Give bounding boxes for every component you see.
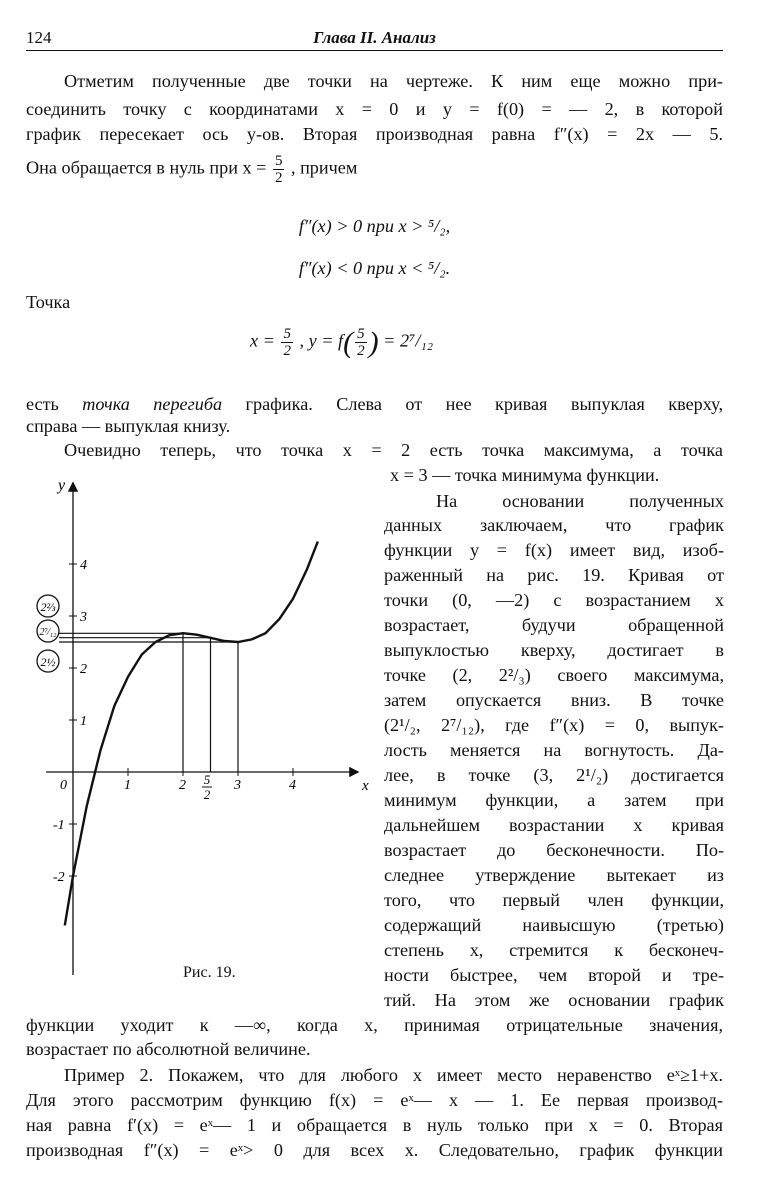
- text-line: справа — выпуклая книзу.: [26, 416, 231, 436]
- y-tick-label: 2: [80, 662, 87, 677]
- page-header: [26, 26, 723, 50]
- text-segment: , причем: [290, 157, 358, 178]
- y-axis-label: y: [58, 477, 66, 494]
- text-line: того, что первый член функции,: [384, 890, 724, 910]
- text-line: На основании полученных: [436, 491, 724, 511]
- chapter-title: Глава II. Анализ: [313, 28, 436, 47]
- text-line: Для этого рассмотрим функцию f(x) = eˣ— x — 1. Ее первая производ-: [26, 1090, 723, 1110]
- frac-tick-label: [202, 772, 212, 802]
- text-line: график пересекает ось y-ов. Вторая производная равна f″(x) = 2x — 5.: [26, 124, 723, 144]
- formula-inflection: [250, 326, 433, 359]
- text-line: лость меняется на вогнутость. Да-: [384, 740, 724, 760]
- text-line: функции уходит к —∞, когда x, принимая отрицательные значения,: [26, 1015, 723, 1035]
- paren-open: (: [343, 326, 354, 359]
- paren-close: ): [368, 326, 379, 359]
- text-line: лее, в точке (3, 2¹/₂) достигается: [384, 765, 724, 785]
- circled-label-min: [37, 650, 59, 672]
- fraction: [281, 326, 293, 359]
- text-line: затем опускается вниз. В точке: [384, 690, 724, 710]
- formula: f″(x) > 0 при x > ⁵/₂,: [298, 216, 451, 236]
- text-line: дальнейшем возрастании x кривая: [384, 815, 724, 835]
- text-line: степень x, стремится к бесконеч-: [384, 940, 724, 960]
- y-tick-label: -2: [53, 870, 65, 885]
- text-line: следнее утверждение вытекает из: [384, 865, 724, 885]
- fraction-numerator: 5: [357, 326, 365, 342]
- text-line: Пример 2. Покажем, что для любого x имеет место неравенство eˣ≥1+x.: [64, 1065, 723, 1085]
- x-axis-label: x: [362, 778, 369, 794]
- text-line: минимум функции, а затем при: [384, 790, 724, 810]
- term-inflection-point: точка перегиба: [82, 394, 223, 414]
- text-line: Отметим полученные две точки на чертеже. К ним еще можно при-: [64, 71, 723, 91]
- text-line: соединить точку с координатами x = 0 и y = f(0) = — 2, в которой: [26, 99, 723, 119]
- page-number: 124: [26, 28, 52, 47]
- text-line: возрастает, будучи обращенной: [384, 615, 724, 635]
- text-line: Точка: [26, 292, 71, 312]
- frac-tick-numerator: 5: [203, 772, 211, 787]
- header-rule: [26, 50, 723, 51]
- formula-segment: = 2⁷/₁₂: [383, 330, 434, 351]
- figure-19-graph: [24, 470, 374, 990]
- text-line: выпуклостью кверху, достигает в: [384, 640, 724, 660]
- text-line: (2¹/₂, 2⁷/₁₂), где f″(x) = 0, выпук-: [384, 715, 724, 735]
- fraction-denominator: 2: [274, 170, 283, 186]
- circled-label-text: 2⅔: [40, 600, 56, 614]
- tick-group: [53, 558, 296, 885]
- text-line: точке (2, 2²/₃) своего максимума,: [384, 665, 724, 685]
- x-tick-label: 4: [289, 778, 296, 793]
- circled-label-inflection: [37, 620, 59, 642]
- text-line: тий. На этом же основании график: [384, 990, 724, 1010]
- circled-label-text: 2⁷⁄₁₂: [39, 627, 57, 638]
- fraction: [273, 153, 285, 186]
- x-tick-label: 3: [234, 778, 241, 793]
- formula-segment: x =: [250, 330, 275, 351]
- fraction-denominator: 2: [357, 343, 365, 359]
- text-segment: есть: [26, 394, 83, 414]
- x-tick-label: 2: [179, 778, 186, 793]
- figure-caption: Рис. 19.: [183, 964, 236, 981]
- formula-segment: , y = f: [299, 330, 344, 351]
- circled-label-text: 2½: [40, 655, 56, 669]
- text-line: возрастает до бесконечности. По-: [384, 840, 724, 860]
- text-line: Очевидно теперь, что точка x = 2 есть точка максимума, а точка: [64, 440, 723, 460]
- text-line: ности быстрее, чем второй и тре-: [384, 965, 724, 985]
- y-tick-label: 4: [80, 558, 87, 573]
- y-tick-label: -1: [53, 818, 65, 833]
- origin-label: 0: [60, 778, 67, 793]
- guide-lines: [59, 633, 238, 772]
- text-segment: Она обращается в нуль при x =: [26, 157, 267, 178]
- text-line: x = 3 — точка минимума функции.: [390, 465, 660, 485]
- y-tick-label: 1: [80, 714, 87, 729]
- fraction-numerator: 5: [274, 153, 283, 169]
- fraction-denominator: 2: [283, 343, 291, 359]
- fraction: [355, 326, 367, 359]
- frac-tick-denominator: 2: [203, 787, 211, 802]
- circled-label-max: [37, 595, 59, 617]
- fraction-numerator: 5: [283, 326, 291, 342]
- text-line: данных заключаем, что график: [384, 515, 724, 535]
- y-tick-label: 3: [80, 610, 87, 625]
- text-line: функции y = f(x) имеет вид, изоб-: [384, 540, 724, 560]
- text-line: возрастает по абсолютной величине.: [26, 1039, 311, 1059]
- text-line: содержащий наивысшую (третью): [384, 915, 724, 935]
- text-line-with-fraction: [26, 153, 357, 186]
- text-line: раженный на рис. 19. Кривая от: [384, 565, 724, 585]
- x-tick-label: 1: [124, 778, 131, 793]
- text-line: точки (0, —2) с возрастанием x: [384, 590, 724, 610]
- text-line: ная равна f′(x) = eˣ— 1 и обращается в нуль только при x = 0. Вторая: [26, 1115, 723, 1135]
- text-segment: графика. Слева от нее кривая выпуклая кверху,: [222, 394, 723, 414]
- text-line: производная f″(x) = eˣ> 0 для всех x. Следовательно, график функции: [26, 1140, 723, 1160]
- formula: f″(x) < 0 при x < ⁵/₂.: [298, 258, 451, 278]
- function-curve: [65, 542, 318, 926]
